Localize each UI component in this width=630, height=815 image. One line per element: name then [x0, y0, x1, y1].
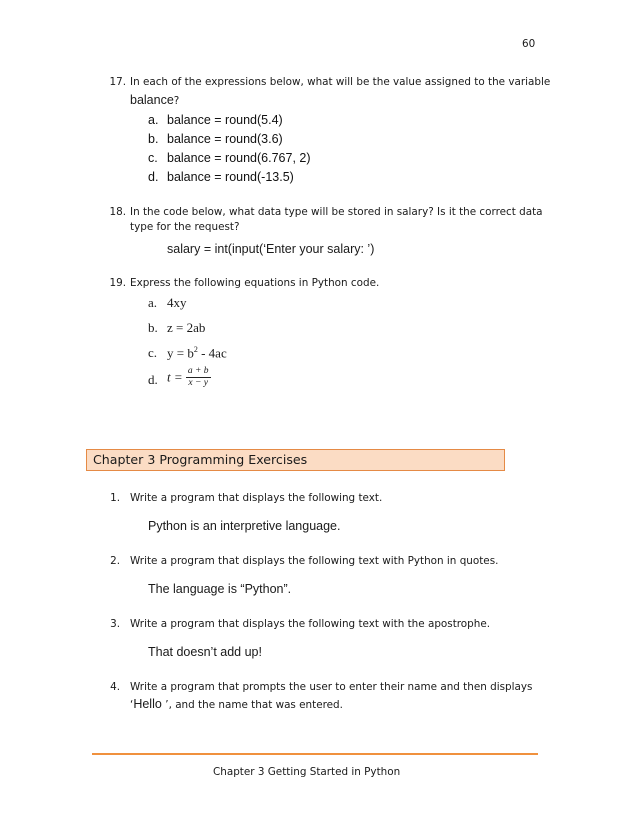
denominator: x − y — [188, 378, 209, 388]
equation-a: 4xy — [167, 295, 187, 310]
footer-divider — [92, 753, 538, 755]
exercise-text: Write a program that displays the following text. — [130, 492, 383, 504]
option-a: a. — [148, 113, 159, 127]
question-number: 17. — [109, 76, 126, 88]
exercise-text: Write a program that displays the following text with the apostrophe. — [130, 618, 491, 630]
option-b: b. — [148, 320, 158, 335]
variable-name: balance — [130, 93, 174, 107]
exercise-text: Write a program that prompts the user to enter their name and then displays — [130, 681, 533, 693]
question-text: In each of the expressions below, what will be the value assigned to the variable — [130, 76, 551, 88]
question-text-line2: balance? — [130, 93, 180, 107]
option-b-text: balance = round(3.6) — [167, 132, 283, 146]
footer-text: Chapter 3 Getting Started in Python — [213, 766, 401, 778]
page-number: 60 — [522, 38, 536, 50]
option-c-text: balance = round(6.767, 2) — [167, 151, 311, 165]
question-number: 18. — [109, 206, 126, 218]
option-d-text: balance = round(-13.5) — [167, 170, 294, 184]
code-snippet: salary = int(input(‘Enter your salary: ’) — [167, 242, 375, 256]
option-b: b. — [148, 132, 159, 146]
chapter-heading: Chapter 3 Programming Exercises — [93, 452, 308, 467]
question-text-line2: type for the request? — [130, 221, 240, 233]
option-c: c. — [148, 345, 158, 360]
sample-output: The language is “Python”. — [148, 582, 292, 596]
equation-c: $y = b^2 - 4ac$ — [167, 345, 227, 361]
numerator: a + b — [187, 366, 209, 376]
exercise-number: 4. — [110, 681, 120, 693]
option-d: d. — [148, 372, 158, 387]
question-number: 19. — [109, 277, 126, 289]
question-text: In the code below, what data type will be stored in salary? Is it the correct data — [130, 206, 543, 218]
question-text: Express the following equations in Python code. — [130, 277, 380, 289]
exercise-number: 1. — [110, 492, 120, 504]
exercise-number: 3. — [110, 618, 120, 630]
chapter-heading-box — [86, 449, 505, 471]
hello-literal: Hello — [133, 697, 166, 711]
exercise-number: 2. — [110, 555, 120, 567]
sample-output: Python is an interpretive language. — [148, 519, 341, 533]
option-d: d. — [148, 170, 159, 184]
fraction — [186, 366, 211, 389]
option-c: c. — [148, 151, 158, 165]
equation-b: z = 2ab — [167, 320, 206, 335]
sample-output: That doesn’t add up! — [148, 645, 262, 659]
option-a-text: balance = round(5.4) — [167, 113, 283, 127]
exercise-text-line2: ‘Hello ’, and the name that was entered. — [130, 697, 343, 711]
equation-d: t = $\frac{a + b}{x - y}$ — [167, 366, 209, 388]
exercise-text: Write a program that displays the following text with Python in quotes. — [130, 555, 499, 567]
option-a: a. — [148, 295, 158, 310]
